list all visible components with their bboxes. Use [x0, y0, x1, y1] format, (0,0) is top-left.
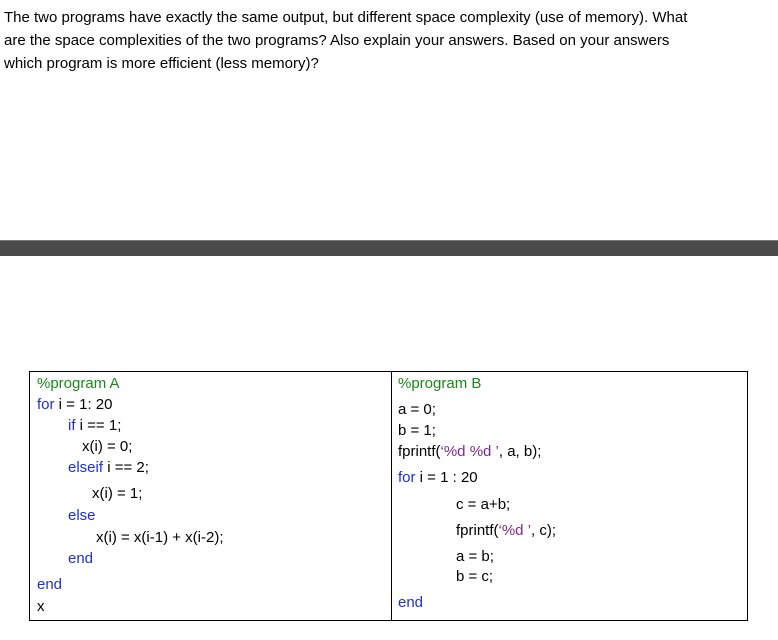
printf-format-string: ‘%d %d ’ [440, 443, 499, 460]
for-range: i = 1: 20 [54, 396, 113, 413]
printf-call: fprintf( [456, 522, 499, 539]
keyword-outer-end: end [37, 576, 63, 593]
question-line-1: The two programs have exactly the same output, but different space complexity (use of memory). What [4, 9, 688, 26]
printf-args: , c); [531, 522, 557, 539]
printf-format-string: ‘%d ’ [498, 522, 532, 539]
if-condition: i == 1; [75, 417, 122, 434]
program-b-a-init: a = 0; [398, 401, 436, 418]
program-b-for-line [398, 469, 478, 487]
program-a-output-var: x [37, 598, 45, 615]
keyword-else: else [68, 507, 96, 524]
for-range: i = 1 : 20 [415, 469, 478, 486]
program-a-assign-zero: x(i) = 0; [82, 438, 133, 455]
keyword-for: for [37, 396, 55, 413]
program-b-comment: %program B [398, 375, 482, 392]
program-a-comment: %program A [37, 375, 120, 392]
program-b-b-init: b = 1; [398, 422, 436, 439]
program-a-if-line [68, 417, 121, 435]
column-divider [391, 372, 392, 620]
printf-call: fprintf( [398, 443, 441, 460]
question-line-3: which program is more efficient (less memory)? [4, 55, 319, 72]
keyword-elseif: elseif [68, 459, 104, 476]
program-b-c-assign: c = a+b; [456, 496, 511, 513]
keyword-inner-end: end [68, 550, 94, 567]
question-text [4, 6, 774, 75]
program-a-assign-sum: x(i) = x(i-1) + x(i-2); [96, 529, 224, 546]
divider-bar [0, 240, 778, 256]
keyword-for: for [398, 469, 416, 486]
code-comparison-table [29, 371, 748, 621]
program-a-for-line [37, 396, 112, 414]
program-a-elseif-line [68, 459, 149, 477]
program-b-printf-c [456, 522, 556, 540]
program-b-a-update: a = b; [456, 548, 494, 565]
keyword-if: if [68, 417, 76, 434]
printf-args: , a, b); [498, 443, 542, 460]
question-line-2: are the space complexities of the two programs? Also explain your answers. Based on your answers [4, 32, 670, 49]
elseif-condition: i == 2; [103, 459, 149, 476]
program-b-b-update: b = c; [456, 568, 494, 585]
program-b-printf-ab [398, 443, 541, 461]
keyword-end: end [398, 594, 424, 611]
program-a-assign-one: x(i) = 1; [92, 485, 143, 502]
